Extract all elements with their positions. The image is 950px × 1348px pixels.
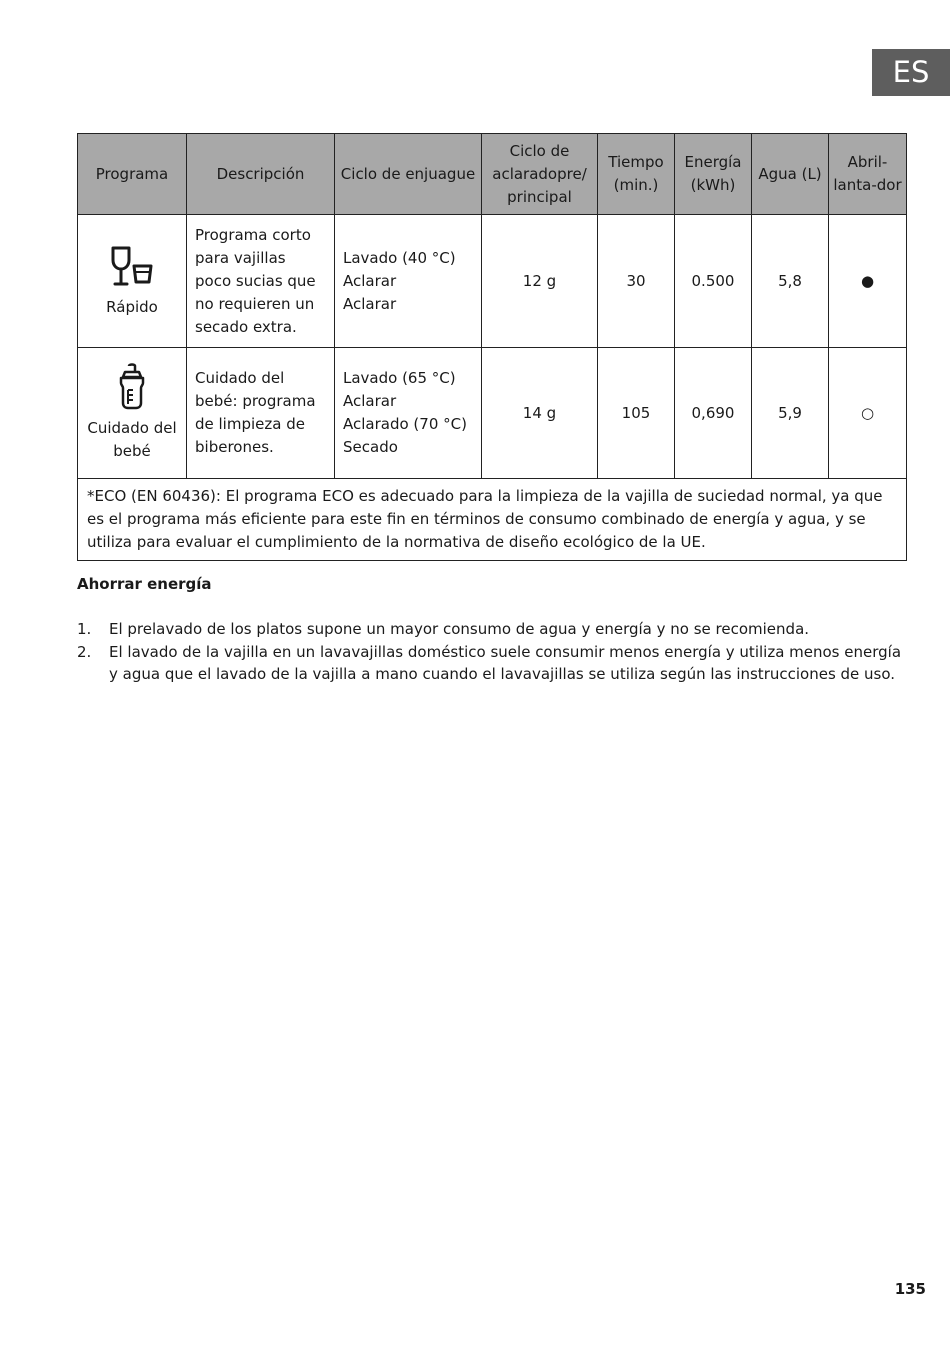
water-cell: 5,8 (752, 215, 829, 348)
rinse-step: Secado (343, 438, 398, 456)
main-cycle-cell: 14 g (482, 348, 598, 479)
description-cell: Programa corto para vajillas poco sucias que no requieren un secado extra. (187, 215, 335, 348)
rinse-cycle-cell (335, 215, 482, 348)
eco-note: *ECO (EN 60436): El programa ECO es adecuado para la limpieza de la vajilla de suciedad normal, ya que es el programa más eficiente para este fin en términos de consumo combinado de energía y agua, y se utiliza para evaluar el cumplimiento de la normativa de diseño ecológico de la UE. (78, 479, 907, 561)
table-row (78, 215, 907, 348)
description-cell: Cuidado del bebé: programa de limpieza de biberones. (187, 348, 335, 479)
rinse-step: Aclarado (70 °C) (343, 415, 467, 433)
water-cell: 5,9 (752, 348, 829, 479)
header-program: Programa (78, 134, 187, 215)
list-item (77, 641, 907, 686)
time-cell: 30 (598, 215, 675, 348)
program-name: Cuidado del bebé (87, 419, 177, 460)
energy-cell: 0.500 (675, 215, 752, 348)
language-tab: ES (872, 49, 950, 96)
program-cell (78, 215, 187, 348)
rinse-step: Aclarar (343, 271, 397, 290)
list-text: El prelavado de los platos supone un mayor consumo de agua y energía y no se recomienda. (109, 620, 810, 638)
section-title: Ahorrar energía (77, 575, 212, 593)
rinse-step: Aclarar (343, 294, 397, 313)
header-rinse-cycle: Ciclo de enjuague (335, 134, 482, 215)
table-row (78, 348, 907, 479)
header-description: Descripción (187, 134, 335, 215)
rinse-aid-cell: ● (829, 215, 907, 348)
list-number: 2. (77, 642, 92, 661)
header-water: Agua (L) (752, 134, 829, 215)
program-cell (78, 348, 187, 479)
baby-bottle-icon (112, 363, 152, 411)
energy-tips-list (77, 618, 907, 686)
header-energy: Energía (kWh) (675, 134, 752, 215)
rinse-cycle-cell (335, 348, 482, 479)
rinse-aid-cell: ○ (829, 348, 907, 479)
list-item (77, 618, 907, 641)
table-header-row (78, 134, 907, 215)
main-cycle-cell: 12 g (482, 215, 598, 348)
energy-cell: 0,690 (675, 348, 752, 479)
note-row (78, 479, 907, 561)
header-rinse-aid: Abril-lanta-dor (829, 134, 907, 215)
list-number: 1. (77, 620, 92, 638)
header-time: Tiempo (min.) (598, 134, 675, 215)
rinse-step: Aclarar (343, 392, 397, 410)
rinse-step: Lavado (65 °C) (343, 369, 456, 387)
glass-cup-icon (107, 244, 157, 290)
program-table (77, 133, 907, 561)
rinse-step: Lavado (40 °C) (343, 248, 456, 267)
page-number: 135 (894, 1280, 926, 1298)
time-cell: 105 (598, 348, 675, 479)
program-name: Rápido (106, 297, 158, 316)
header-main-cycle: Ciclo de aclaradopre/ principal (482, 134, 598, 215)
list-text: El lavado de la vajilla en un lavavajillas doméstico suele consumir menos energía y utiliza menos energía y agua que el lavado de la vajilla a mano cuando el lavavajillas se utiliza según las instrucciones de uso. (109, 642, 902, 683)
